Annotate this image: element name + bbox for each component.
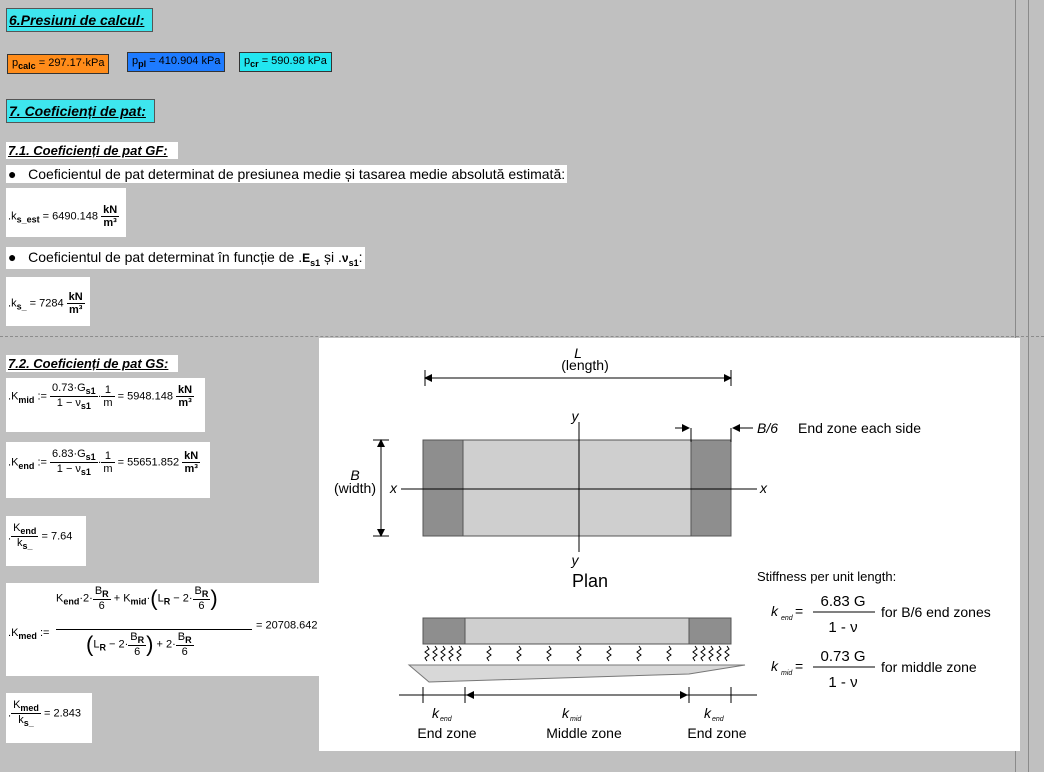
ratio-kmed-ks[interactable]: . $\frac{K_{med}}{k_{s\_}}$ = 2.843 <box>6 693 92 743</box>
ratio1-den: k <box>16 537 23 550</box>
kmid-value: = 5948.148 <box>117 390 173 403</box>
kmed-minus2b: − 2· <box>109 638 129 651</box>
ks-value: = 7284 <box>29 297 64 310</box>
kmid-one: 1 <box>101 384 114 397</box>
kend-num: 6.83·G <box>52 448 86 460</box>
kend-sub: end <box>18 460 35 471</box>
kmed-br4-sub: R <box>185 635 192 646</box>
section-6-title: 6.Presiuni de calcul: <box>6 8 153 32</box>
kmed-value: = 20708.642 <box>256 619 318 632</box>
ratio1-value: = 7.64 <box>41 530 73 543</box>
p-calc-result[interactable] <box>7 54 109 74</box>
k-end-left-sub: end <box>440 716 452 723</box>
kend-den: 1 - ν <box>828 619 858 636</box>
kmed-two: 2· <box>166 638 176 651</box>
kmid-den: 1 - ν <box>828 674 858 691</box>
kmed-dot: · <box>146 592 151 605</box>
plan-end-zone-right <box>691 440 731 536</box>
bullet-dot-icon: ● <box>8 166 17 182</box>
kend-lbl: k <box>771 603 778 619</box>
k-end-left: k <box>432 705 439 721</box>
kmed-br-sub: R <box>102 589 109 600</box>
section-7-title: 7. Coeficienți de pat: <box>6 99 155 123</box>
ks-formula[interactable]: $.k_{s\_} = 7284$ $\frac{kN}{\text{m³}}$ <box>6 277 90 326</box>
kmid-num: 0.73 G <box>820 648 866 665</box>
plan-end-zone-left <box>423 440 463 536</box>
kend-unit-num: kN <box>184 450 199 463</box>
kmid-num-sub: s1 <box>85 386 96 397</box>
kmed-br3: B <box>130 631 138 643</box>
kmed-lr-sub: R <box>163 596 171 607</box>
p-cr-symbol: p <box>244 55 251 67</box>
kmed-plus: + K <box>113 592 131 605</box>
ks-est-unit-num: kN <box>103 204 118 216</box>
ratio1-num-sub: end <box>20 526 37 537</box>
kend-value: = 55651.852 <box>117 456 180 469</box>
x-left-label: x <box>390 480 397 496</box>
kmed-six4: 6 <box>181 646 188 659</box>
p-pl-sub: pl <box>138 59 147 70</box>
ratio1-num: K <box>13 522 21 534</box>
p-calc-symbol: p <box>12 57 19 69</box>
ratio-kend-ks[interactable]: . $\frac{K_{end}}{k_{s\_}}$ = 7.64 <box>6 516 86 566</box>
kend-unit-den: m³ <box>184 463 198 476</box>
bullet-2: ● Coeficientul de pat determinat în funcție de $.E_{s1}$ și $.\nu_{s1}$: <box>8 249 363 268</box>
x-right-label: x <box>760 480 767 496</box>
ks-sub: s_ <box>16 301 27 312</box>
kend-num: 6.83 G <box>820 593 866 610</box>
elevation-end-right <box>689 618 731 644</box>
kmid-unit-den: m³ <box>178 397 192 410</box>
springs <box>425 646 729 661</box>
kmed-lr2-sub: R <box>99 642 106 653</box>
kend-m: m <box>103 463 113 476</box>
kmed-assign: := <box>39 627 50 639</box>
bullet-2-end: : <box>358 249 363 265</box>
bullet-1 <box>6 165 567 183</box>
kmid-lbl-sub: mid <box>781 670 793 677</box>
kend-den: 1 − ν <box>56 463 81 476</box>
foundation-diagram[interactable] <box>319 338 1020 751</box>
ratio2-value: = 2.843 <box>43 707 81 720</box>
kmid-formula[interactable]: $.K_{mid}$ := $\frac{0.73\cdot G_{s1}}{1 - \nu_{s1}}$ · $\frac{1}{m}$ = 5948.148 $\frac{kN}{\text{m³}}$ <box>6 378 205 432</box>
kmid-den-sub: s1 <box>80 401 91 412</box>
svg-text:=: = <box>795 603 804 619</box>
bullet-2-e-sub: s1 <box>310 257 321 268</box>
foundation-diagram-svg <box>319 338 1020 751</box>
kmid-desc: for middle zone <box>881 659 977 675</box>
ks-unit-den: m³ <box>68 304 83 316</box>
elevation-end-left <box>423 618 465 644</box>
kend-formula[interactable]: $.K_{end}$ := $\frac{6.83\cdot G_{s1}}{1 - \nu_{s1}}$ · $\frac{1}{m}$ = 55651.852 $\frac{kN}{\text{m³}}$ <box>6 442 210 498</box>
kmid-lbl: k <box>771 658 778 674</box>
p-cr-value: = 590.98 kPa <box>261 55 327 67</box>
kmed-plus-sub: mid <box>130 596 147 607</box>
kend-assign: := <box>37 456 47 469</box>
width-B-label: B <box>350 467 360 483</box>
end-zone-left-label: End zone <box>417 725 477 741</box>
ratio2-den: k <box>18 714 24 727</box>
ratio2-den-sub: s_ <box>23 718 34 729</box>
b6-label: B/6 <box>757 420 779 436</box>
ratio2-num: K <box>13 699 21 711</box>
ratio2-num-sub: med <box>20 703 39 714</box>
k-mid: k <box>562 705 569 721</box>
ks-est-unit-den: m³ <box>103 217 117 229</box>
kmed-minus2: − 2· <box>173 592 193 605</box>
elevation-footing <box>423 618 731 644</box>
kend-num-sub: s1 <box>85 452 96 463</box>
k-end-right: k <box>704 705 711 721</box>
ks-unit-num: kN <box>68 291 83 303</box>
kmed-denominator: ($L_R - 2\cdot$ $\frac{B_R}{6}$ ) + 2· $\frac{B_R}{6}$ <box>86 631 192 659</box>
kend-one: 1 <box>101 450 114 463</box>
p-cr-result[interactable] <box>239 52 332 72</box>
k-end-right-sub: end <box>712 716 724 723</box>
y-bot-label: y <box>571 552 579 568</box>
page-guide-line <box>1028 0 1029 772</box>
ks-est-value: = 6490.148 <box>42 210 99 223</box>
page-break-line <box>0 336 1044 337</box>
kmid-name: K <box>11 390 19 403</box>
ratio1-den-sub: s_ <box>22 541 33 552</box>
bullet-1-text: Coeficientul de pat determinat de presiunea medie și tasarea medie absolută estimată: <box>28 166 566 182</box>
ks-name: k <box>11 297 17 310</box>
kmed-br2: B <box>194 585 202 597</box>
length-L-label: L <box>574 345 582 361</box>
end-zone-each-label: End zone each side <box>798 420 921 436</box>
section-7-2-title: 7.2. Coeficienți de pat GS: <box>6 355 178 372</box>
stiffness-title: Stiffness per unit length: <box>757 569 897 584</box>
middle-zone-label: Middle zone <box>546 725 622 741</box>
kmid-m: m <box>103 397 113 410</box>
plan-footing <box>423 440 731 536</box>
p-pl-value: = 410.904 kPa <box>149 55 221 67</box>
width-label: (width) <box>333 480 377 496</box>
p-calc-sub: calc <box>18 61 36 72</box>
bullet-2-and: și <box>324 249 335 265</box>
kmed-br2-sub: R <box>201 589 209 600</box>
kmed-sub: med <box>18 631 37 642</box>
p-cr-sub: cr <box>250 59 259 70</box>
section-7-1-title: 7.1. Coeficienți de pat GF: <box>6 142 178 159</box>
kmed-br3-sub: R <box>137 635 145 646</box>
svg-text:=: = <box>795 658 804 674</box>
bullet-2-e: E <box>302 251 311 265</box>
kmed-lr2: L <box>93 638 100 651</box>
kmed-six3: 6 <box>134 646 141 659</box>
kend-name: K <box>11 456 19 469</box>
kmid-den: 1 − ν <box>56 397 81 410</box>
p-pl-symbol: p <box>132 55 139 67</box>
kmed-fraction-bar <box>56 629 252 630</box>
kmed-t1-sub: end <box>63 596 80 607</box>
y-top-label: y <box>571 408 579 424</box>
kmed-br4: B <box>177 631 186 643</box>
ks-est-name: k <box>11 210 17 223</box>
ks-est-sub: s_est <box>16 214 40 225</box>
kmed-six2: 6 <box>198 600 205 613</box>
kmid-assign: := <box>37 390 47 403</box>
end-zone-right-label: End zone <box>687 725 747 741</box>
kmed-lhs: $.K_{med}$ := <box>8 627 50 642</box>
p-pl-result[interactable] <box>127 52 225 72</box>
kmid-sub: mid <box>18 394 35 405</box>
k-mid-sub: mid <box>570 716 582 723</box>
bullet-dot-icon: ● <box>8 249 17 265</box>
kmed-lr: L <box>157 592 164 605</box>
plan-label: Plan <box>571 571 609 591</box>
kmid-unit-num: kN <box>178 384 193 397</box>
kend-desc: for B/6 end zones <box>881 604 991 620</box>
kend-lbl-sub: end <box>781 615 793 622</box>
kmed-six: 6 <box>98 600 105 613</box>
bullet-2-nu-sub: s1 <box>348 257 359 268</box>
ks-est-formula[interactable]: $.k_{s\_est} = 6490.148$ $\frac{kN}{\text{m³}}$ <box>6 188 126 237</box>
kmed-formula[interactable] <box>6 583 320 676</box>
kmed-numerator: $K_{end}\cdot 2\cdot$ $\frac{B_R}{6}$ + $K_{mid}\cdot(L_R - 2\cdot$ $\frac{B_R}{6}$ ) <box>56 585 218 613</box>
kmed-br: B <box>94 585 103 597</box>
p-calc-value: = 297.17·kPa <box>38 57 105 69</box>
bullet-2-text: Coeficientul de pat determinat în funcție de <box>28 249 295 265</box>
bullet-2-nu: ν <box>341 251 349 265</box>
kmid-num: 0.73·G <box>52 382 86 394</box>
kend-den-sub: s1 <box>80 467 91 478</box>
length-label: (length) <box>561 357 609 373</box>
kmed-t1: K <box>56 592 64 605</box>
kmed-t1b: ·2· <box>79 592 93 605</box>
soil-reaction <box>409 665 745 682</box>
kmed-name: K <box>11 627 19 639</box>
